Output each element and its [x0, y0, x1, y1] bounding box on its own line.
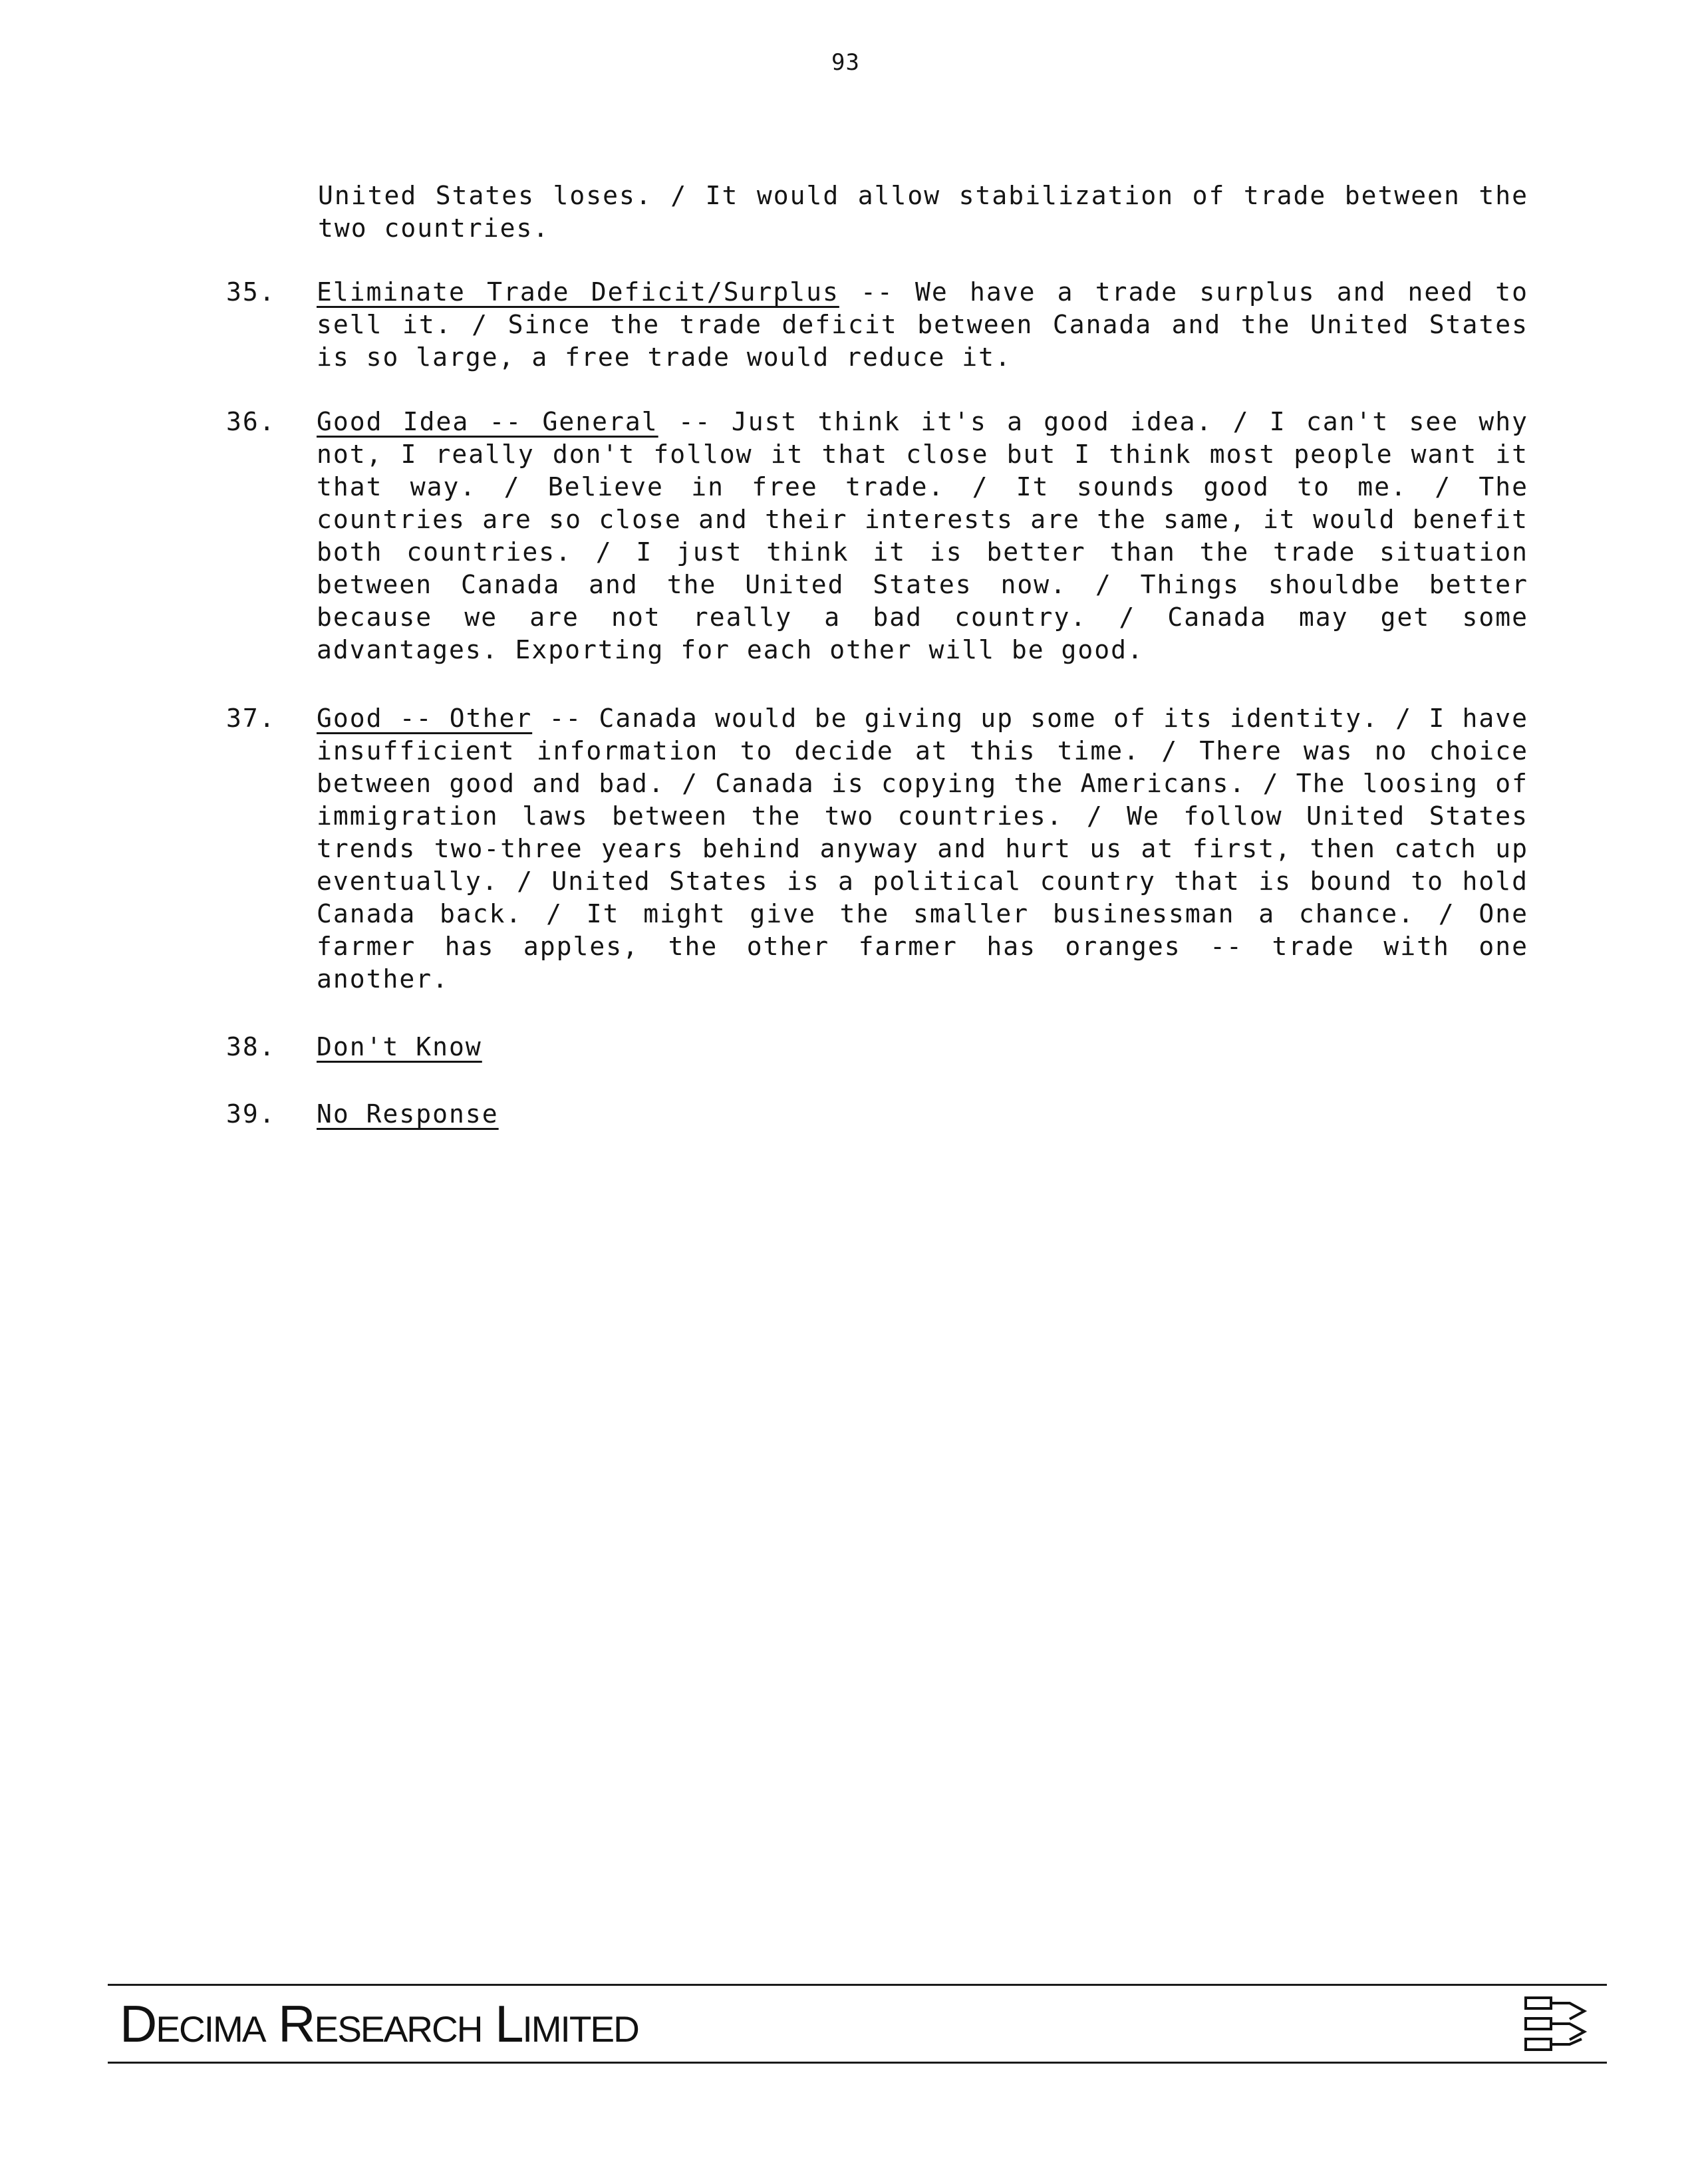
footer-top-rule: [108, 1984, 1607, 1986]
item-heading: Don't Know: [317, 1032, 482, 1061]
item-body: [317, 276, 1528, 374]
item-heading: Good Idea -- General: [317, 407, 658, 436]
item-heading: Good -- Other: [317, 704, 533, 733]
item-number: 39.: [226, 1099, 276, 1129]
company-name: Decima Research Limited: [120, 1994, 638, 2053]
item-body: [317, 406, 1528, 666]
item-number: 35.: [226, 277, 276, 307]
continuation-paragraph: United States loses. / It would allow stabilization of trade between the two countries.: [318, 181, 1528, 243]
item-body: [317, 1031, 1528, 1063]
item-number: 37.: [226, 704, 276, 733]
item-number: 38.: [226, 1032, 276, 1061]
footer-bottom-rule: [108, 2062, 1607, 2064]
decima-logo-icon: [1523, 1994, 1590, 2055]
page-number: 93: [831, 49, 860, 76]
item-text: -- Just think it's a good idea. / I can't see why not, I really don't follow it that close but I think most people want it that way. / Believe in free trade. / It sounds good to me. / The countries are so close and their interests are the same, it would benefit both countries. / I just think it is better than the trade situation between Canada and the United States now. / Things shouldbe better because we are not really a bad country. / Canada may get some advantages. Exporting for each other will be good.: [317, 407, 1528, 664]
item-heading: No Response: [317, 1099, 499, 1129]
item-text: -- Canada would be giving up some of its identity. / I have insufficient information to decide at this time. / There was no choice between good and bad. / Canada is copying the Americans. / The loosing of immigration laws between the two countries. / We follow United States trends two-three years behind anyway and hurt us at first, then catch up eventually. / United States is a political country that is bound to hold Canada back. / It might give the smaller businessman a chance. / One farmer has apples, the other farmer has oranges -- trade with one another.: [317, 704, 1528, 994]
item-number: 36.: [226, 407, 276, 436]
item-text: -- We have a trade surplus and need to sell it. / Since the trade deficit between Canada and the United States is so large, a free trade would reduce it.: [317, 277, 1528, 372]
item-heading: Eliminate Trade Deficit/Surplus: [317, 277, 839, 307]
item-body: [317, 702, 1528, 996]
item-body: [317, 1098, 1528, 1131]
